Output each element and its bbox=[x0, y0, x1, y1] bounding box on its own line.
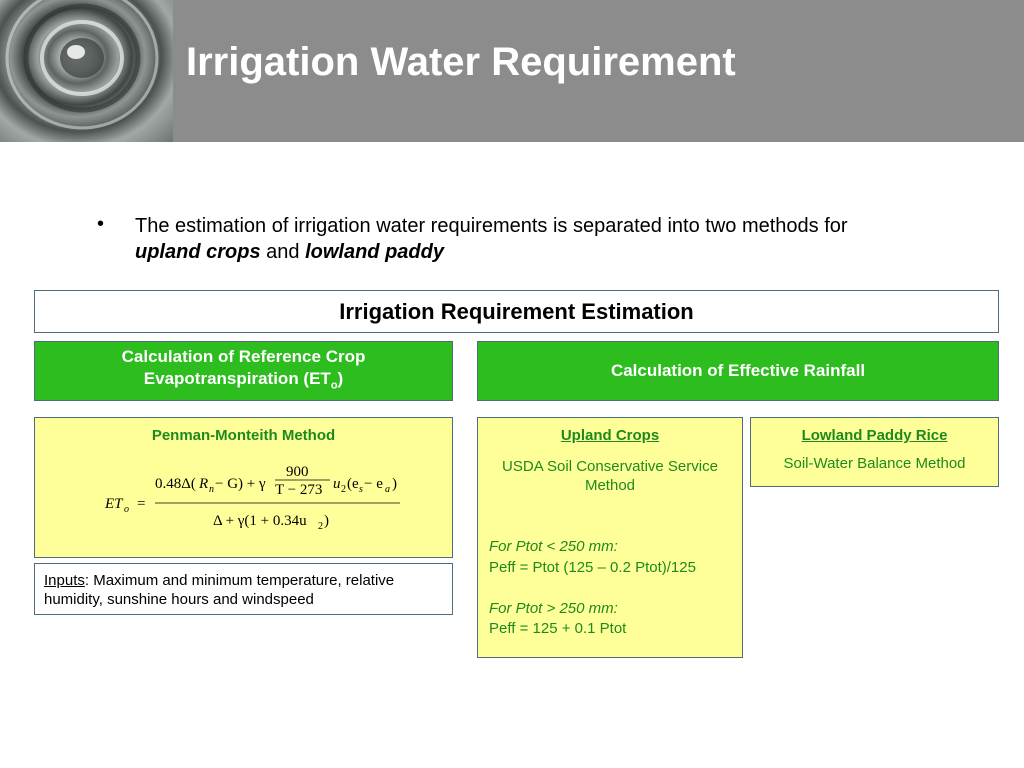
slide-header bbox=[0, 0, 1024, 142]
intro-text-part1: The estimation of irrigation water requirements is separated into two methods for bbox=[135, 215, 848, 237]
inputs-box bbox=[34, 563, 453, 615]
lowland-paddy-box bbox=[750, 417, 999, 487]
equation-below-250: Peff = Ptot (125 – 0.2 Ptot)/125 bbox=[489, 559, 696, 576]
lowland-method: Soil-Water Balance Method bbox=[783, 455, 966, 472]
reference-et-subscript: o bbox=[330, 379, 338, 392]
condition-above-250: For Ptot > 250 mm: bbox=[489, 600, 618, 617]
bullet-marker: • bbox=[97, 213, 105, 235]
main-box-title: Irrigation Requirement Estimation bbox=[339, 298, 694, 324]
lowland-emphasis: lowland paddy bbox=[305, 241, 444, 263]
ripple-icon bbox=[0, 0, 173, 142]
upland-method: USDA Soil Conservative Service Method bbox=[502, 458, 718, 494]
lowland-paddy-title: Lowland Paddy Rice bbox=[801, 427, 948, 444]
formula-es-sub: s bbox=[359, 484, 363, 495]
formula-minus-G: − G) + γ bbox=[215, 476, 266, 492]
condition-below-250: For Ptot < 250 mm: bbox=[489, 538, 618, 555]
formula-u-sub: 2 bbox=[341, 484, 346, 495]
water-droplet-image bbox=[0, 0, 173, 142]
reference-et-line2-text: Evapotranspiration (ET bbox=[143, 368, 331, 388]
intro-and: and bbox=[260, 241, 306, 263]
upland-crops-title: Upland Crops bbox=[560, 427, 660, 444]
penman-monteith-formula bbox=[95, 458, 415, 538]
formula-R: R bbox=[199, 476, 209, 492]
upland-crops-box bbox=[477, 417, 743, 658]
formula-den-sub: 2 bbox=[318, 521, 323, 532]
formula-es-open: (e bbox=[347, 476, 359, 492]
formula-minus-e: − e bbox=[364, 476, 383, 492]
formula-frac-den: T − 273 bbox=[275, 482, 323, 498]
reference-et-header bbox=[34, 341, 453, 401]
formula-den: Δ + γ(1 + 0.34u bbox=[213, 513, 307, 529]
formula-lhs-sub: o bbox=[124, 504, 129, 515]
intro-text bbox=[135, 213, 855, 265]
formula-den-close: ) bbox=[324, 513, 329, 529]
formula-R-sub: n bbox=[209, 484, 214, 495]
formula-num-part1: 0.48Δ( bbox=[155, 476, 196, 492]
formula-u: u bbox=[333, 476, 341, 492]
formula-frac-num: 900 bbox=[286, 464, 309, 480]
penman-monteith-title: Penman-Monteith Method bbox=[151, 427, 336, 444]
equation-above-250: Peff = 125 + 0.1 Ptot bbox=[489, 620, 627, 637]
penman-monteith-box bbox=[34, 417, 453, 558]
formula-lhs: ET bbox=[105, 496, 123, 512]
effective-rainfall-header bbox=[477, 341, 999, 401]
inputs-label: Inputs bbox=[44, 572, 85, 589]
inputs-text: : Maximum and minimum temperature, relative humidity, sunshine hours and windspeed bbox=[44, 572, 395, 608]
reference-et-close: ) bbox=[337, 368, 344, 388]
upland-emphasis: upland crops bbox=[135, 241, 261, 263]
irrigation-requirement-box bbox=[34, 290, 999, 333]
formula-ea-sub: a bbox=[385, 484, 390, 495]
formula-close: ) bbox=[392, 476, 397, 492]
reference-et-line2 bbox=[122, 368, 366, 396]
page-title: Irrigation Water Requirement bbox=[186, 40, 736, 84]
formula-equals: = bbox=[137, 496, 146, 512]
reference-et-line1: Calculation of Reference Crop bbox=[121, 346, 366, 366]
effective-rainfall-title: Calculation of Effective Rainfall bbox=[610, 361, 866, 380]
